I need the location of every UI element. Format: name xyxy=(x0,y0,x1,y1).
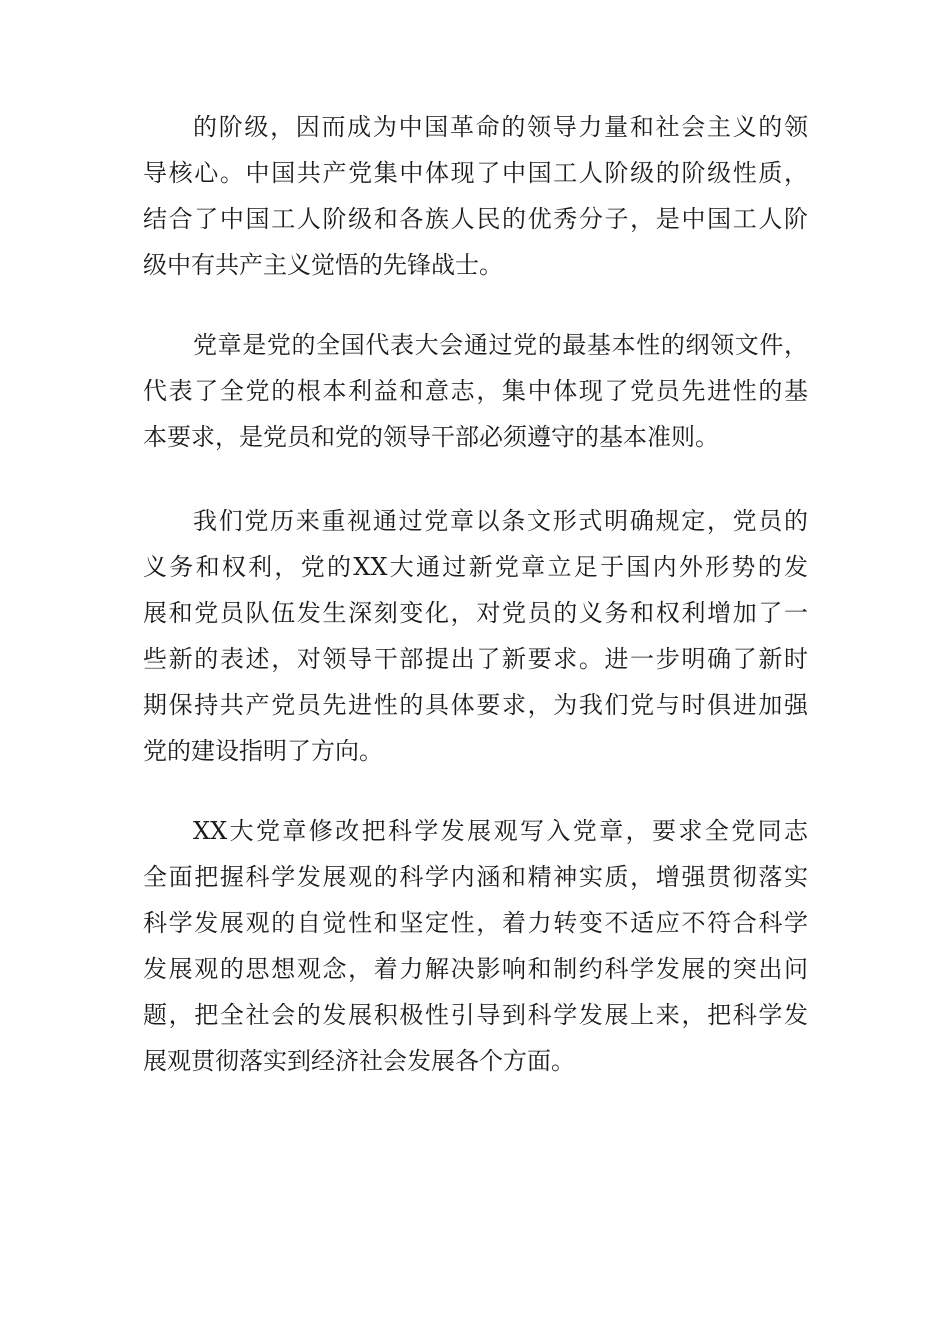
text-line: 全面把握科学发展观的科学内涵和精神实质，增强贯彻落实 xyxy=(143,863,808,891)
text-line: 科学发展观的自觉性和坚定性，着力转变不适应不符合科学 xyxy=(143,909,808,937)
text-line: 本要求，是党员和党的领导干部必须遵守的基本准则。 xyxy=(143,423,719,451)
text-line: 些新的表述，对领导干部提出了新要求。进一步明确了新时 xyxy=(143,645,808,673)
text-line: XX大党章修改把科学发展观写入党章，要求全党同志 xyxy=(193,817,808,845)
text-line: 期保持共产党员先进性的具体要求，为我们党与时俱进加强 xyxy=(143,691,808,719)
text-line: 级中有共产主义觉悟的先锋战士。 xyxy=(143,251,503,279)
text-line: 代表了全党的根本利益和意志，集中体现了党员先进性的基 xyxy=(143,377,808,405)
text-line: 党章是党的全国代表大会通过党的最基本性的纲领文件， xyxy=(193,331,808,359)
text-line: 发展观的思想观念，着力解决影响和制约科学发展的突出问 xyxy=(143,955,808,983)
text-line: 党的建设指明了方向。 xyxy=(143,737,383,765)
text-line: 展观贯彻落实到经济社会发展各个方面。 xyxy=(143,1047,575,1075)
text-line: 展和党员队伍发生深刻变化，对党员的义务和权利增加了一 xyxy=(143,599,808,627)
text-line: 义务和权利，党的XX大通过新党章立足于国内外形势的发 xyxy=(143,553,808,581)
text-line: 结合了中国工人阶级和各族人民的优秀分子，是中国工人阶 xyxy=(143,205,808,233)
text-line: 导核心。中国共产党集中体现了中国工人阶级的阶级性质， xyxy=(143,159,808,187)
text-line: 题，把全社会的发展积极性引导到科学发展上来，把科学发 xyxy=(143,1001,808,1029)
text-line: 的阶级，因而成为中国革命的领导力量和社会主义的领 xyxy=(193,113,808,141)
text-line: 我们党历来重视通过党章以条文形式明确规定，党员的 xyxy=(193,507,808,535)
